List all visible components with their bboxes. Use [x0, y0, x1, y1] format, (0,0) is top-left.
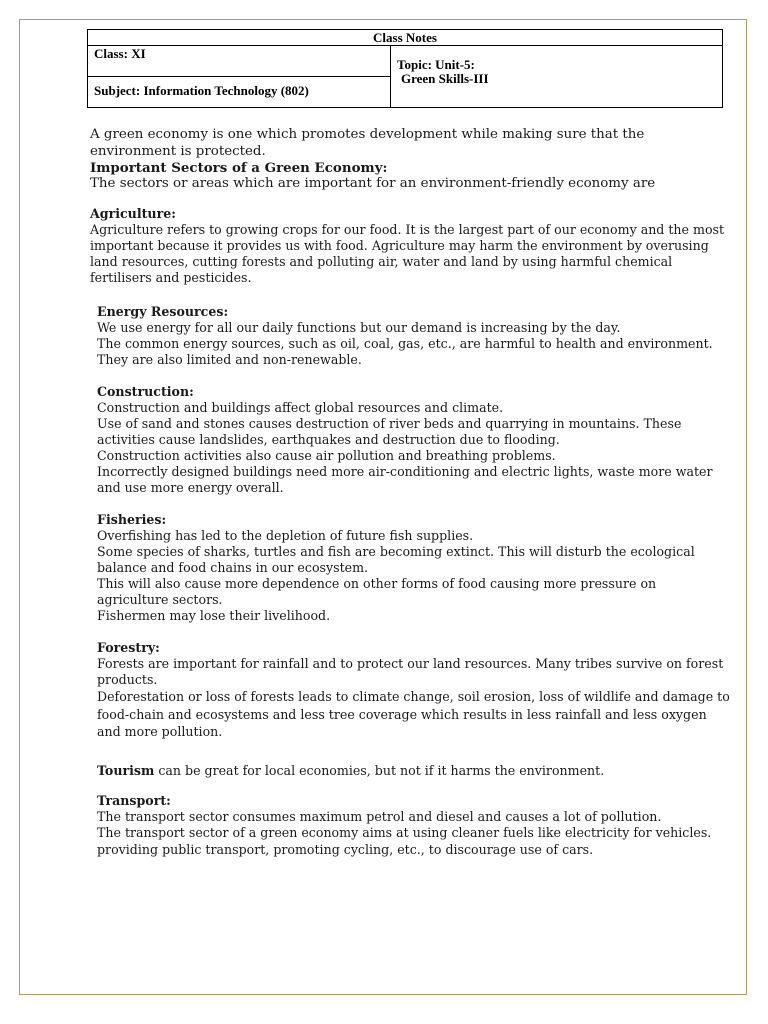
- tourism-text: [97, 763, 730, 779]
- subject-cell: Subject: Information Technology (802): [88, 77, 391, 108]
- forestry-heading: Forestry:: [97, 640, 160, 655]
- forestry-text-1: Forests are important for rainfall and to protect our land resources. Many tribes survive on forest products.: [97, 656, 724, 687]
- topic-line-1: Topic: Unit-5:: [397, 57, 475, 72]
- energy-text-1: We use energy for all our daily functions but our demand is increasing by the day.: [97, 320, 621, 335]
- transport-text-2: The transport sector of a green economy aims at using cleaner fuels like electricity for vehicles.: [97, 824, 712, 840]
- transport-text-1: The transport sector consumes maximum petrol and diesel and causes a lot of pollution.: [97, 808, 662, 824]
- intro-paragraph: A green economy is one which promotes development while making sure that the environment is protected.: [90, 127, 645, 159]
- construction-heading: Construction:: [97, 384, 194, 399]
- sectors-heading: Important Sectors of a Green Economy:: [90, 160, 388, 176]
- section-tourism: [90, 763, 730, 779]
- agriculture-heading: Agriculture:: [90, 206, 176, 221]
- construction-text-1: Construction and buildings affect global resources and climate.: [97, 400, 504, 415]
- construction-text-3: Construction activities also cause air pollution and breathing problems.: [97, 448, 556, 463]
- section-construction: [90, 384, 730, 496]
- section-energy: [90, 304, 730, 368]
- tourism-body: can be great for local economies, but not if it harms the environment.: [154, 762, 605, 778]
- energy-heading: Energy Resources:: [97, 304, 229, 319]
- header-title: Class Notes: [88, 30, 723, 46]
- transport-text-3: providing public transport, promoting cycling, etc., to discourage use of cars.: [97, 841, 594, 857]
- transport-heading: Transport:: [97, 792, 171, 808]
- fisheries-text-4: Fishermen may lose their livelihood.: [97, 608, 331, 623]
- energy-text-2: The common energy sources, such as oil, coal, gas, etc., are harmful to health and environment. They are also limited and non-renewable.: [97, 336, 713, 367]
- tourism-heading: Tourism: [97, 762, 155, 778]
- sectors-intro: The sectors or areas which are important for an environment-friendly economy are: [90, 176, 656, 191]
- fisheries-text-3: This will also cause more dependence on other forms of food causing more pressure on agriculture sectors.: [97, 576, 657, 607]
- section-fisheries: [90, 512, 730, 624]
- fisheries-heading: Fisheries:: [97, 512, 167, 527]
- notes-content: [90, 126, 730, 858]
- fisheries-text-2: Some species of sharks, turtles and fish are becoming extinct. This will disturb the ecological balance and food chains in our ecosystem.: [97, 544, 695, 575]
- construction-text-2: Use of sand and stones causes destruction of river beds and quarrying in mountains. These activities cause landslides, earthquakes and destruction due to flooding.: [97, 416, 682, 447]
- agriculture-text: Agriculture refers to growing crops for our food. It is the largest part of our economy and the most important because it provides us with food. Agriculture may harm the environment by overusing land resources, cutting forests and polluting air, water and land by using harmful chemical fertilisers and pesticides.: [90, 222, 725, 285]
- fisheries-text-1: Overfishing has led to the depletion of future fish supplies.: [97, 528, 474, 543]
- construction-text-4: Incorrectly designed buildings need more air-conditioning and electric lights, waste more water and use more energy overall.: [97, 464, 713, 495]
- section-forestry: [90, 640, 730, 741]
- section-transport: [90, 793, 730, 859]
- forestry-text-2: Deforestation or loss of forests leads to climate change, soil erosion, loss of wildlife and damage to food-chain and ecosystems and less tree coverage which results in less rainfall and less oxygen and more pollution.: [97, 689, 730, 739]
- class-cell: Class: XI: [88, 46, 391, 77]
- topic-line-2: Green Skills-III: [401, 71, 489, 86]
- section-agriculture: [90, 206, 730, 286]
- topic-cell: [391, 46, 723, 108]
- class-notes-header-table: [87, 29, 723, 108]
